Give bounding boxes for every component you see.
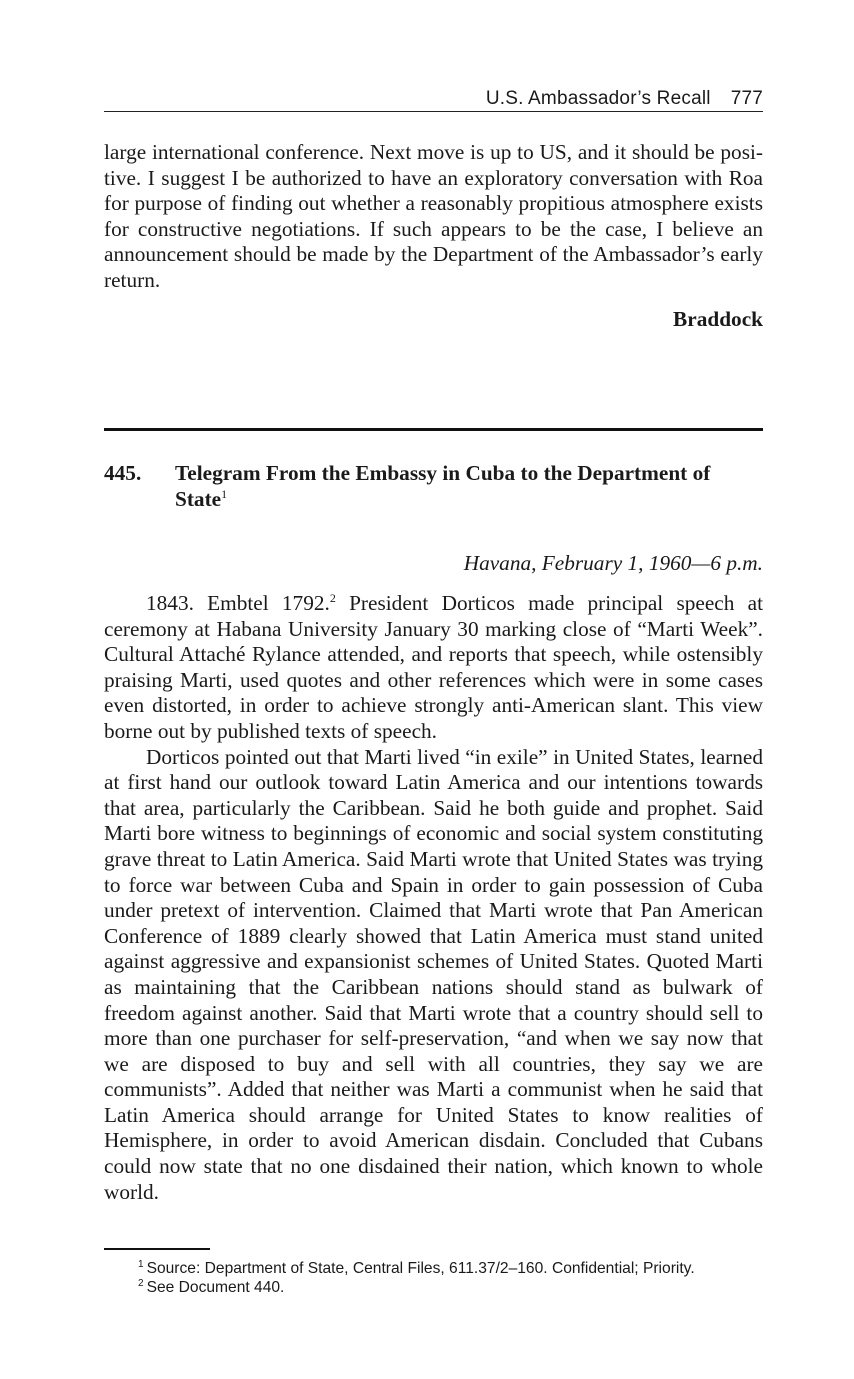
footnote-rule (104, 1248, 210, 1250)
document-body (104, 591, 763, 1205)
paragraph-1 (104, 591, 763, 745)
running-head (486, 88, 763, 110)
footnotes (138, 1259, 763, 1297)
footnote-1-text: Source: Department of State, Central Files, 611.37/2–160. Confidential; Priority. (146, 1260, 695, 1277)
signature: Braddock (673, 307, 763, 331)
footnote-2-text: See Document 440. (146, 1279, 285, 1296)
running-head-title: U.S. Ambassador’s Recall (485, 88, 711, 109)
document-title: Telegram From the Embassy in Cuba to the Department of State (175, 461, 711, 511)
continuation-paragraph: large international conference. Next move is up to US, and it should be positive. I suggest I be authorized to have an exploratory conversation with Roa for purpose of finding out whether a reasonably propitious atmosphere exists for constructive negotiations. If such appears to be the case, I believe an announcement should be made by the Department of the Ambassador’s early return. (104, 140, 763, 292)
page-number: 777 (730, 88, 763, 109)
footnote-ref-1[interactable]: 1 (221, 486, 228, 501)
footnote-1-mark: 1 (138, 1258, 144, 1270)
footnote-1 (138, 1259, 763, 1278)
dateline: Havana, February 1, 1960—6 p.m. (463, 551, 763, 575)
paragraph-1-lead: 1843. Embtel 1792. (146, 591, 330, 615)
paragraph-1-text: President Dorticos made principal speech at ceremony at Habana University January 30 marking close of “Marti Week”. Cultural Attaché Rylance attended, and reports that speech, while ostensibly praising Marti, used quotes and other references which were in some cases even distorted, in order to achieve strongly anti-American slant. This view borne out by published texts of speech. (104, 591, 763, 743)
paragraph-2: Dorticos pointed out that Marti lived “in exile” in United States, learned at first hand our outlook toward Latin America and our intentions towards that area, particularly the Caribbean. Said he both guide and prophet. Said Marti bore witness to beginnings of economic and social system constituting grave threat to Latin America. Said Marti wrote that United States was trying to force war between Cuba and Spain in order to gain possession of Cuba under pretext of intervention. Claimed that Marti wrote that Pan American Conference of 1889 clearly showed that Latin America must stand united against aggressive and expansionist schemes of United States. Quoted Marti as maintaining that the Caribbean nations should stand as bulwark of freedom against another. Said that Marti wrote that a country should sell to more than one purchaser for self-preservation, “and when we say now that we are disposed to buy and sell with all countries, they say we are communists”. Added that neither was Marti a communist when he said that Latin America should arrange for United States to know realities of Hemisphere, in order to avoid American disdain. Concluded that Cubans could now state that no one disdained their nation, which known to whole world. (104, 744, 763, 1204)
footnote-ref-2[interactable]: 2 (329, 590, 336, 605)
footnote-2-mark: 2 (138, 1277, 144, 1289)
footnote-2 (138, 1278, 763, 1297)
document-title-block (175, 460, 763, 512)
header-rule (104, 111, 763, 112)
section-divider (104, 428, 763, 431)
previous-document-continuation (104, 140, 763, 294)
document-heading (104, 460, 763, 512)
document-number: 445. (104, 461, 142, 485)
